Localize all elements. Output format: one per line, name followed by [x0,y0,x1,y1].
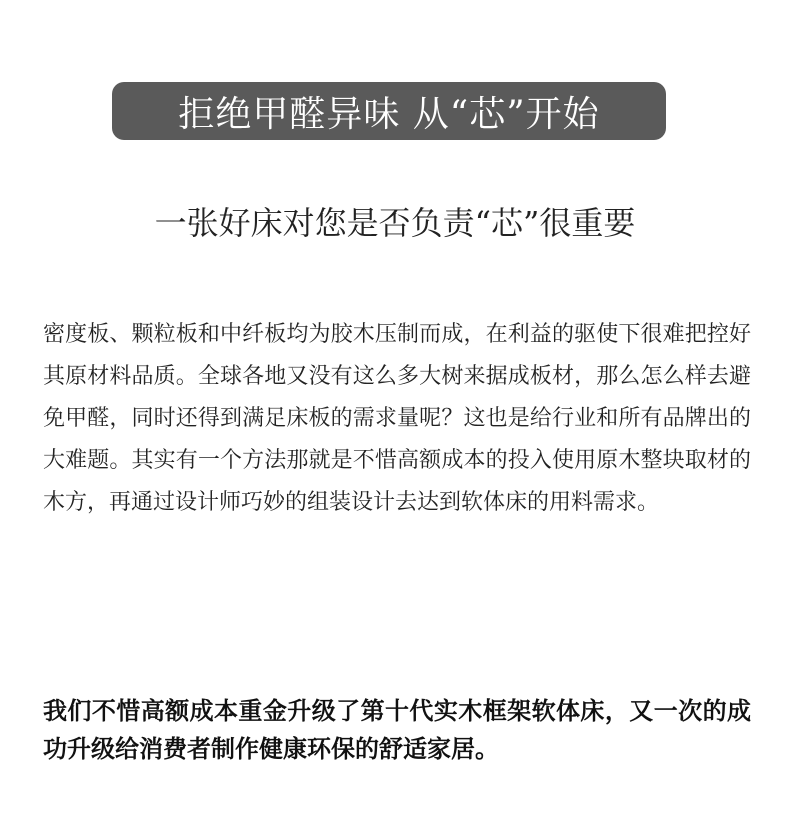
body-paragraph: 密度板、颗粒板和中纤板均为胶木压制而成，在利益的驱使下很难把控好其原材料品质。全球各地又没有这么多大树来据成板材，那么怎么样去避免甲醛，同时还得到满足床板的需求量呢？这也是给行业和所有品牌出的大难题。其实有一个方法那就是不惜高额成本的投入使用原木整块取材的木方，再通过设计师巧妙的组装设计去达到软体床的用料需求。 [43,322,751,515]
title-banner [112,82,666,140]
highlight-paragraph: 我们不惜高额成本重金升级了第十代实木框架软体床，又一次的成功升级给消费者制作健康环保的舒适家居。 [43,697,751,763]
title-banner-text: 拒绝甲醛异味 从“芯”开始 [178,93,600,135]
subtitle: 一张好床对您是否负责“芯”很重要 [154,204,636,242]
